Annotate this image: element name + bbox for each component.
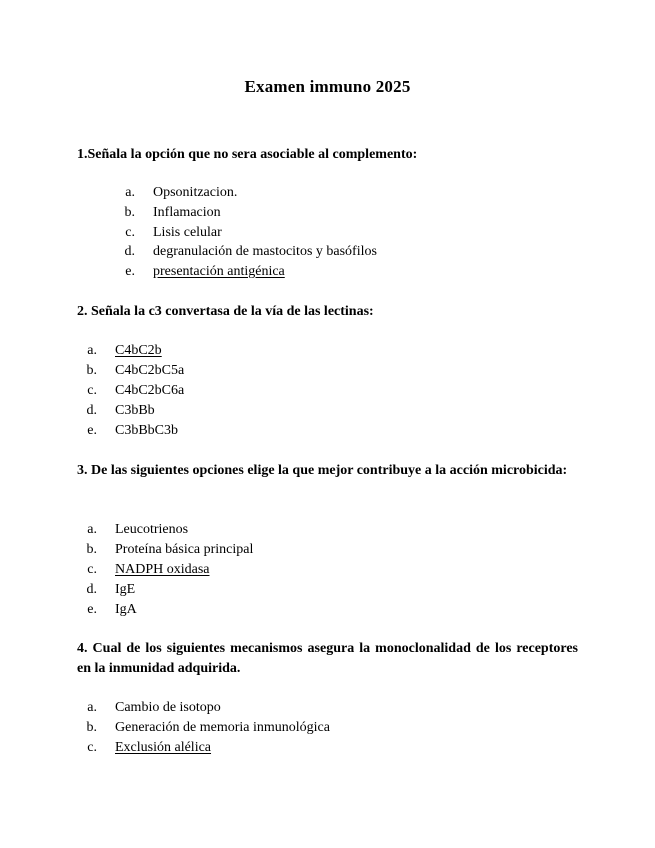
option-text: Inflamacion xyxy=(153,205,221,220)
option-letter: d. xyxy=(124,244,135,259)
option-text: Lisis celular xyxy=(153,225,222,240)
option-text: C3bBb xyxy=(115,403,155,418)
option-letter: c. xyxy=(125,225,135,240)
option-letter: b. xyxy=(86,542,97,557)
option-letter: d. xyxy=(86,403,97,418)
option-letter: a. xyxy=(125,185,135,200)
option-letter: a. xyxy=(87,700,97,715)
option-text: C4bC2b xyxy=(115,343,162,358)
option-text: C4bC2bC6a xyxy=(115,383,185,398)
option-letter: b. xyxy=(86,720,97,735)
option-text: Generación de memoria inmunológica xyxy=(115,720,330,735)
question-4: 4. Cual de los siguientes mecanismos asegura la monoclonalidad de los receptores en la inmunidad adquirida. xyxy=(77,641,578,676)
option-letter: b. xyxy=(124,205,135,220)
option-text: IgE xyxy=(115,582,136,597)
q2-option-e xyxy=(77,421,178,441)
option-letter: c. xyxy=(87,383,97,398)
option-letter: e. xyxy=(87,423,97,438)
option-letter: a. xyxy=(87,343,97,358)
option-letter: d. xyxy=(86,582,97,597)
q2-option-d xyxy=(77,401,155,421)
q1-option-c xyxy=(115,223,222,243)
q2-option-b xyxy=(77,361,184,381)
question-3: 3. De las siguientes opciones elige la que mejor contribuye a la acción microbicida: xyxy=(77,463,568,478)
q1-option-a xyxy=(115,183,237,203)
exam-title: Examen immuno 2025 xyxy=(244,77,411,96)
q4-option-a xyxy=(77,698,221,718)
option-letter: c. xyxy=(87,562,97,577)
option-text: degranulación de mastocitos y basófilos xyxy=(153,244,377,259)
option-text: C4bC2bC5a xyxy=(115,363,185,378)
q3-option-b xyxy=(77,540,253,560)
option-text: Cambio de isotopo xyxy=(115,700,221,715)
option-text: IgA xyxy=(115,602,137,617)
q4-option-c xyxy=(77,738,211,758)
q3-option-c xyxy=(77,560,210,580)
question-2: 2. Señala la c3 convertasa de la vía de las lectinas: xyxy=(77,304,374,319)
option-text: Proteína básica principal xyxy=(115,542,254,557)
option-text: Exclusión alélica xyxy=(115,740,212,755)
option-text: NADPH oxidasa xyxy=(115,562,210,577)
option-text: C3bBbC3b xyxy=(115,423,179,438)
option-letter: e. xyxy=(87,602,97,617)
option-text: Opsonitzacion. xyxy=(153,185,238,200)
option-letter: a. xyxy=(87,522,97,537)
option-letter: e. xyxy=(125,264,135,279)
q3-option-d xyxy=(77,580,135,600)
q1-option-d xyxy=(115,242,377,262)
q2-option-a xyxy=(77,341,162,361)
option-letter: b. xyxy=(86,363,97,378)
q4-option-b xyxy=(77,718,330,738)
q3-option-a xyxy=(77,520,188,540)
q2-option-c xyxy=(77,381,184,401)
question-1: 1.Señala la opción que no sera asociable al complemento: xyxy=(77,147,418,162)
q3-option-e xyxy=(77,600,137,620)
q1-option-b xyxy=(115,203,221,223)
option-text: presentación antigénica xyxy=(153,264,285,279)
option-text: Leucotrienos xyxy=(115,522,189,537)
option-letter: c. xyxy=(87,740,97,755)
q1-option-e xyxy=(115,262,285,282)
